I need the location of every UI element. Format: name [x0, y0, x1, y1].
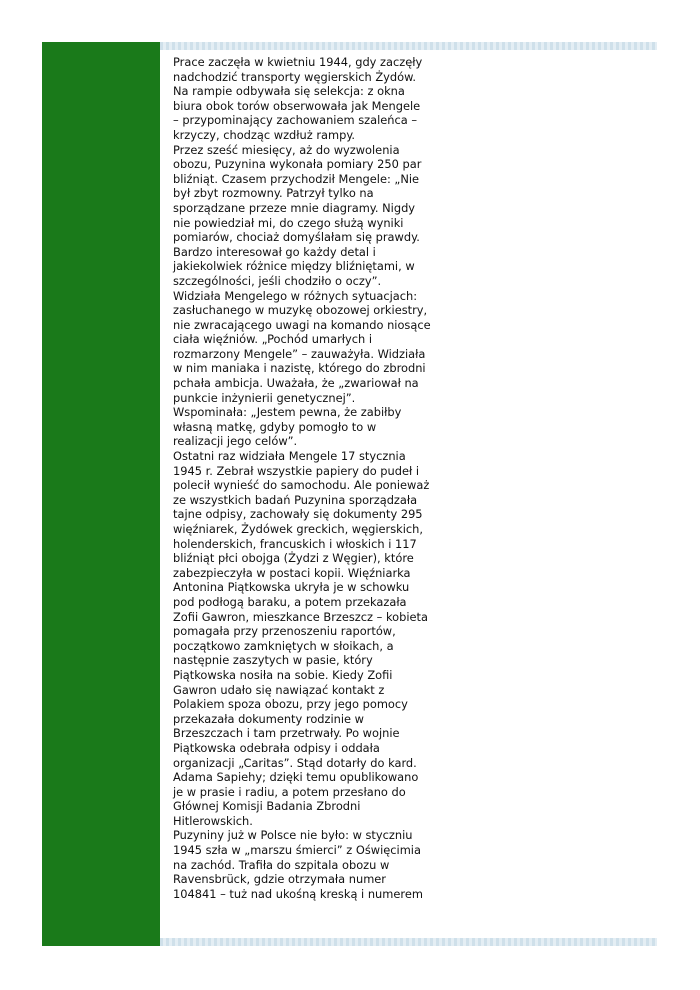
text-line: następnie zaszytych w pasie, który — [173, 653, 373, 668]
text-line: bliźniąt płci obojga (Żydzi z Węgier), które — [173, 551, 414, 566]
text-line: Bardzo interesował go każdy detal i — [173, 244, 376, 259]
text-line: Piątkowska odebrała odpisy i oddała — [173, 740, 380, 755]
text-line: pod podłogą baraku, a potem przekazała — [173, 594, 407, 609]
text-line: polecił wynieść do samochodu. Ale ponieważ — [173, 478, 430, 493]
top-decorative-band — [160, 42, 657, 50]
text-line: sporządzane przeze mnie diagramy. Nigdy — [173, 200, 416, 215]
text-line: nie powiedział mi, do czego służą wyniki — [173, 215, 404, 230]
text-line: Ostatni raz widziała Mengele 17 stycznia — [173, 449, 406, 464]
green-sidebar — [42, 42, 160, 946]
article-text — [173, 55, 473, 901]
text-line: własną matkę, gdyby pomogło to w — [173, 419, 377, 434]
text-line: ciała więźniów. „Pochód umarłych i — [173, 332, 373, 347]
text-line: organizacji „Caritas”. Stąd dotarły do kard. — [173, 755, 417, 770]
text-line: tajne odpisy, zachowały się dokumenty 295 — [173, 507, 423, 522]
text-line: Widziała Mengelego w różnych sytuacjach: — [173, 288, 418, 303]
text-line: zabezpieczyła w postaci kopii. Więźniarka — [173, 565, 411, 580]
text-line: je w prasie i radiu, a potem przesłano do — [173, 784, 406, 799]
text-line: Wspominała: „Jestem pewna, że zabiłby — [173, 405, 402, 420]
text-line: przekazała dokumenty rodzinie w — [173, 711, 364, 726]
text-line: Zofii Gawron, mieszkance Brzeszcz – kobieta — [173, 609, 428, 624]
text-line: Piątkowska nosiła na sobie. Kiedy Zofii — [173, 667, 393, 682]
text-line: jakiekolwiek różnice między bliźniętami, w — [173, 259, 415, 274]
text-line: Przez sześć miesięcy, aż do wyzwolenia — [173, 142, 400, 157]
text-line: biura obok torów obserwowała jak Mengele — [173, 98, 421, 113]
text-line: na zachód. Trafiła do szpitala obozu w — [173, 857, 390, 872]
text-line: szczególności, jeśli chodziło o oczy”. — [173, 273, 382, 288]
text-line: Hitlerowskich. — [173, 813, 253, 828]
text-line: pomiarów, chociaż domyślałam się prawdy. — [173, 230, 420, 245]
text-line: Gawron udało się nawiązać kontakt z — [173, 682, 385, 697]
text-line: pchała ambicja. Uważała, że „zwariował na — [173, 376, 419, 391]
text-line: 1945 szła w „marszu śmierci” z Oświęcimia — [173, 843, 421, 858]
text-line: bliźniąt. Czasem przychodził Mengele: „Nie — [173, 171, 420, 186]
text-line: Antonina Piątkowska ukryła je w schowku — [173, 580, 410, 595]
text-line: początkowo zamkniętych w słoikach, a — [173, 638, 394, 653]
text-line: ze wszystkich badań Puzynina sporządzała — [173, 492, 418, 507]
text-line: holenderskich, francuskich i włoskich i 117 — [173, 536, 417, 551]
text-line: więźniarek, Żydówek greckich, węgierskich, — [173, 522, 424, 536]
text-line: pomagała przy przenoszeniu raportów, — [173, 624, 396, 639]
text-line: Prace zaczęła w kwietniu 1944, gdy zaczęły — [173, 55, 423, 69]
text-line: w nim maniaka i nazistę, którego do zbrodni — [173, 361, 426, 376]
text-line: Na rampie odbywała się selekcja: z okna — [173, 84, 405, 99]
text-line: Głównej Komisji Badania Zbrodni — [173, 799, 361, 814]
text-line: 104841 – tuż nad ukośną kreską i numerem — [173, 886, 423, 901]
text-line: Adama Sapiehy; dzięki temu opublikowano — [173, 770, 419, 785]
text-line: Ravensbrück, gdzie otrzymała numer — [173, 872, 386, 887]
text-line: był zbyt rozmowny. Patrzył tylko na — [173, 186, 374, 201]
bottom-decorative-band — [160, 938, 657, 946]
text-line: Polakiem spoza obozu, przy jego pomocy — [173, 697, 408, 712]
text-line: rozmarzony Mengele” – zauważyła. Widziała — [173, 346, 426, 361]
text-line: nadchodzić transporty węgierskich Żydów. — [173, 69, 416, 84]
text-line: Puzyniny już w Polsce nie było: w styczniu — [173, 828, 413, 843]
text-line: obozu, Puzynina wykonała pomiary 250 par — [173, 157, 422, 172]
text-line: krzyczy, chodząc wzdłuż rampy. — [173, 127, 356, 142]
text-line: zasłuchanego w muzykę obozowej orkiestry, — [173, 303, 428, 318]
text-line: – przypominający zachowaniem szaleńca – — [173, 113, 418, 128]
text-line: 1945 r. Zebrał wszystkie papiery do pudeł i — [173, 463, 419, 478]
text-line: Brzeszczach i tam przetrwały. Po wojnie — [173, 726, 400, 741]
text-line: nie zwracającego uwagi na komando niosące — [173, 317, 431, 332]
text-line: realizacji jego celów”. — [173, 434, 298, 449]
text-line: punkcie inżynierii genetycznej”. — [173, 390, 356, 405]
